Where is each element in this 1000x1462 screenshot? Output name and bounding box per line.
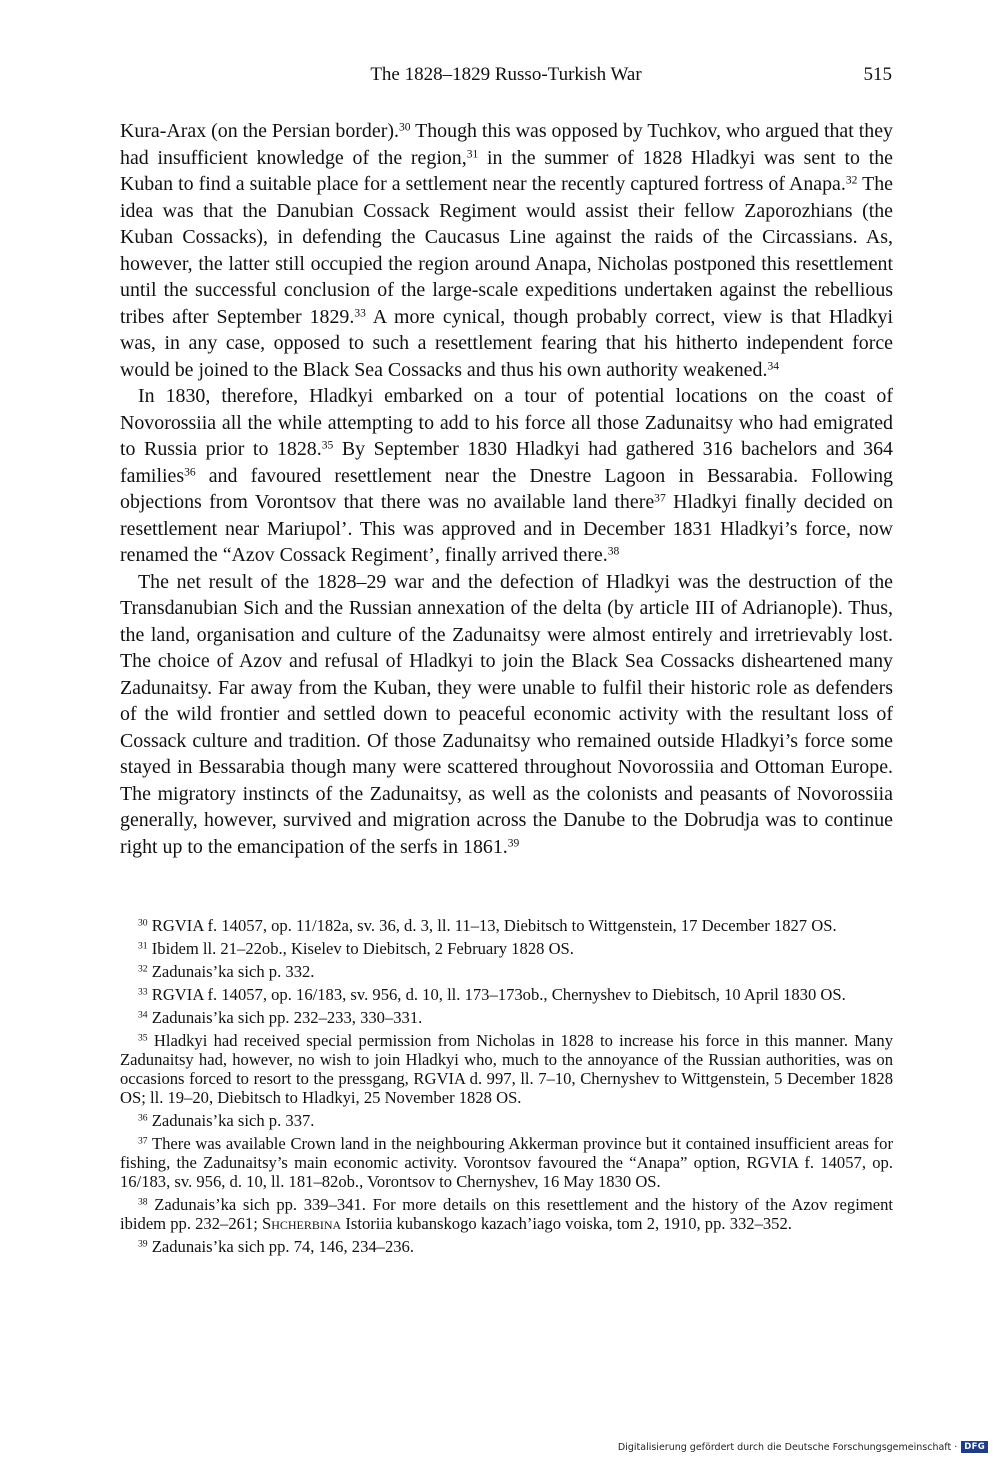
author-name: Shcherbina: [261, 1214, 342, 1233]
note-ref: 33: [354, 307, 366, 320]
footnote: [120, 1237, 893, 1256]
note-ref: 37: [138, 1135, 148, 1147]
main-text: [120, 118, 893, 860]
running-title: The 1828–1829 Russo-Turkish War: [370, 64, 642, 85]
text-run: There was available Crown land in the neighbouring Akkerman province but it contained insufficient areas for fishing, the Zadunaitsy’s main economic activity. Vorontsov favoured the “Anapa” option, RGVIA f. 14057, op. 16/183, sv. 956, d. 10, ll. 181–82ob., Vorontsov to Chernyshev, 16 May 1830 OS.: [120, 1134, 893, 1191]
text-run: Zadunais’ka sich pp. 232–233, 330–331.: [147, 1008, 423, 1027]
text-run: Hladkyi finally decided on resettlement near Mariupol’. This was approved and in December 1831 Hladkyi’s force, now renamed the “Azov Cossack Regiment’, finally arrived there.: [120, 491, 893, 566]
text-run: The net result of the 1828–29 war and the defection of Hladkyi was the destruction of the Transdanubian Sich and the Russian annexation of the delta (by article III of Adrianople). Thus, the land, organisation and culture of the Zadunaitsy were almost entirely and irretrievably lost. The choice of Azov and refusal of Hladkyi to join the Black Sea Cossacks disheartened many Zadunaitsy. Far away from the Kuban, they were unable to fulfil their historic role as defenders of the wild frontier and settled down to peaceful economic activity with the resultant loss of Cossack culture and tradition. Of those Zadunaitsy who remained outside Hladkyi’s force some stayed in Bessarabia though many were scattered throughout Novorossiia and Ottoman Europe. The migratory instincts of the Zadunaitsy, as well as the colonists and peasants of Novorossiia generally, however, survived and migration across the Danube to the Dobrudja was to continue right up to the emancipation of the serfs in 1861.: [120, 570, 893, 858]
text-run: A more cynical, though probably correct, view is that Hladkyi was, in any case, opposed to such a resettlement fearing that his hitherto independent force would be joined to the Black Sea Cossacks and thus his own authority weakened.: [120, 305, 894, 381]
footnote: [120, 1031, 893, 1107]
note-ref: 31: [138, 940, 148, 952]
paragraph: [120, 569, 893, 861]
note-ref: 38: [138, 1196, 148, 1208]
dfg-logo-icon: DFG: [961, 1441, 988, 1453]
text-run: Zadunais’ka sich pp. 339–341. For more details on this resettlement and the history of the Azov regiment ibidem pp. 232–261;: [120, 1195, 893, 1233]
note-ref: 30: [398, 121, 411, 134]
text-run: Zadunais’ka sich p. 337.: [147, 1111, 315, 1130]
text-run: Istoriia kubanskogo kazach’iago voiska, tom 2, 1910, pp. 332–352.: [341, 1214, 792, 1233]
text-run: Hladkyi had received special permission from Nicholas in 1828 to increase his force in this manner. Many Zadunaitsy had, however, no wish to join Hladkyi who, much to the annoyance of the Russian authorities, was on occasions forced to resort to the pressgang, RGVIA d. 997, ll. 7–10, Chernyshev to Wittgenstein, 5 December 1828 OS; ll. 19–20, Diebitsch to Hladkyi, 25 November 1828 OS.: [120, 1031, 893, 1107]
note-ref: 39: [138, 1238, 148, 1250]
note-ref: 39: [507, 837, 520, 850]
text-run: Though this was opposed by Tuchkov, who argued that they had insufficient knowledge of the region,: [120, 120, 894, 169]
footnote: [120, 1111, 893, 1130]
page-number: 515: [863, 64, 892, 85]
note-ref: 33: [138, 986, 148, 998]
text-run: in the summer of 1828 Hladkyi was sent to the Kuban to find a suitable place for a settlement near the recently captured fortress of Anapa.: [120, 146, 893, 195]
footnote: [120, 962, 893, 981]
note-ref: 37: [654, 492, 666, 505]
footnote: [120, 985, 893, 1004]
footnote: [120, 1134, 893, 1191]
text-run: Zadunais’ka sich p. 332.: [147, 962, 315, 981]
note-ref: 31: [466, 148, 479, 161]
text-run: Ibidem ll. 21–22ob., Kiselev to Diebitsch, 2 February 1828 OS.: [147, 939, 574, 958]
digitization-note: [618, 1440, 988, 1454]
note-ref: 30: [138, 917, 148, 929]
footnote: [120, 1008, 893, 1027]
note-ref: 34: [138, 1009, 148, 1021]
text-run: and favoured resettlement near the Dnestre Lagoon in Bessarabia. Following objections from Vorontsov that there was no available land there: [120, 464, 893, 513]
text-run: The idea was that the Danubian Cossack Regiment would assist their fellow Zaporozhians (the Kuban Cossacks), in defending the Caucasus Line against the raids of the Circassians. As, however, the latter still occupied the region around Anapa, Nicholas postponed this resettlement until the successful conclusion of the large-scale expeditions undertaken against the rebellious tribes after September 1829.: [120, 173, 893, 328]
text-run: Zadunais’ka sich pp. 74, 146, 234–236.: [147, 1237, 414, 1256]
paragraph: [120, 383, 893, 569]
text-run: In 1830, therefore, Hladkyi embarked on a tour of potential locations on the coast of Novorossiia all the while attempting to add to his force all those Zadunaitsy who had emigrated to Russia prior to 1828.: [120, 385, 893, 460]
text-run: Kura-Arax (on the Persian border).: [120, 120, 399, 142]
text-run: RGVIA f. 14057, op. 11/182a, sv. 36, d. 3, ll. 11–13, Diebitsch to Wittgenstein, 17 December 1827 OS.: [147, 916, 837, 935]
footnotes: [120, 916, 893, 1260]
digitization-text: Digitalisierung gefördert durch die Deutsche Forschungsgemeinschaft ·: [617, 1441, 958, 1453]
note-ref: 38: [607, 545, 620, 558]
footnote: [120, 916, 893, 935]
footnote: [120, 1195, 893, 1233]
text-run: RGVIA f. 14057, op. 16/183, sv. 956, d. 10, ll. 173–173ob., Chernyshev to Diebitsch, 10 April 1830 OS.: [147, 985, 846, 1004]
note-ref: 32: [138, 963, 148, 975]
note-ref: 34: [767, 360, 779, 373]
note-ref: 32: [845, 174, 858, 187]
text-run: By September 1830 Hladkyi had gathered 316 bachelors and 364 families: [120, 438, 893, 487]
footnote: [120, 939, 893, 958]
paragraph: [120, 118, 893, 383]
note-ref: 35: [138, 1032, 148, 1044]
running-head: [120, 64, 892, 90]
note-ref: 36: [184, 466, 196, 479]
note-ref: 36: [138, 1112, 148, 1124]
note-ref: 35: [321, 439, 334, 452]
